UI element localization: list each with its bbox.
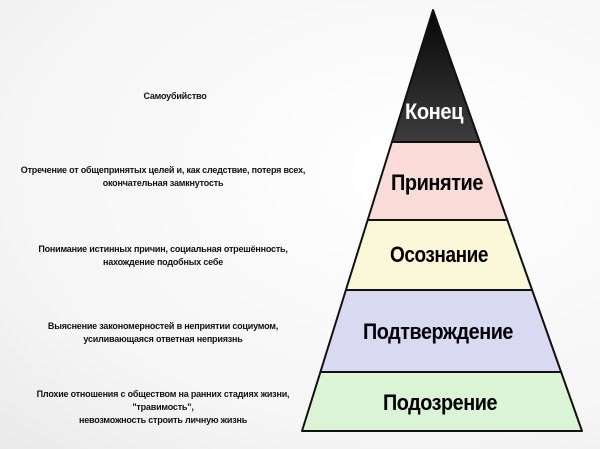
annotation-line: усиливающаяся ответная неприязнь <box>83 334 243 344</box>
level-label-konec: Конец <box>405 99 464 124</box>
annotation-line: Отречение от общепринятых целей и, как следствие, потеря всех, <box>20 165 306 175</box>
annotation-line: Выяснение закономерностей в неприятии социумом, <box>47 321 279 331</box>
level-label-osoznanie: Осознание <box>390 242 489 267</box>
annotation-patterns <box>8 320 318 346</box>
level-label-prinyatie: Принятие <box>391 170 484 195</box>
annotation-line: окончательная замкнутость <box>102 178 224 188</box>
level-label-podozrenie: Подозрение <box>383 390 498 415</box>
annotation-line: Плохие отношения с обществом на ранних стадиях жизни, "травимость", <box>36 389 290 412</box>
annotation-line: невозможность строить личную жизнь <box>78 415 248 425</box>
annotation-understanding <box>8 243 318 269</box>
annotation-renunciation <box>8 164 318 190</box>
annotation-suicide <box>20 90 330 103</box>
annotation-line: Понимание истинных причин, социальная отрешённость, <box>38 244 288 254</box>
annotation-bad-relations <box>8 388 318 427</box>
annotation-line: Самоубийство <box>143 91 207 101</box>
level-label-podtverzhdenie: Подтверждение <box>363 319 514 344</box>
annotation-line: нахождение подобных себе <box>102 257 224 267</box>
